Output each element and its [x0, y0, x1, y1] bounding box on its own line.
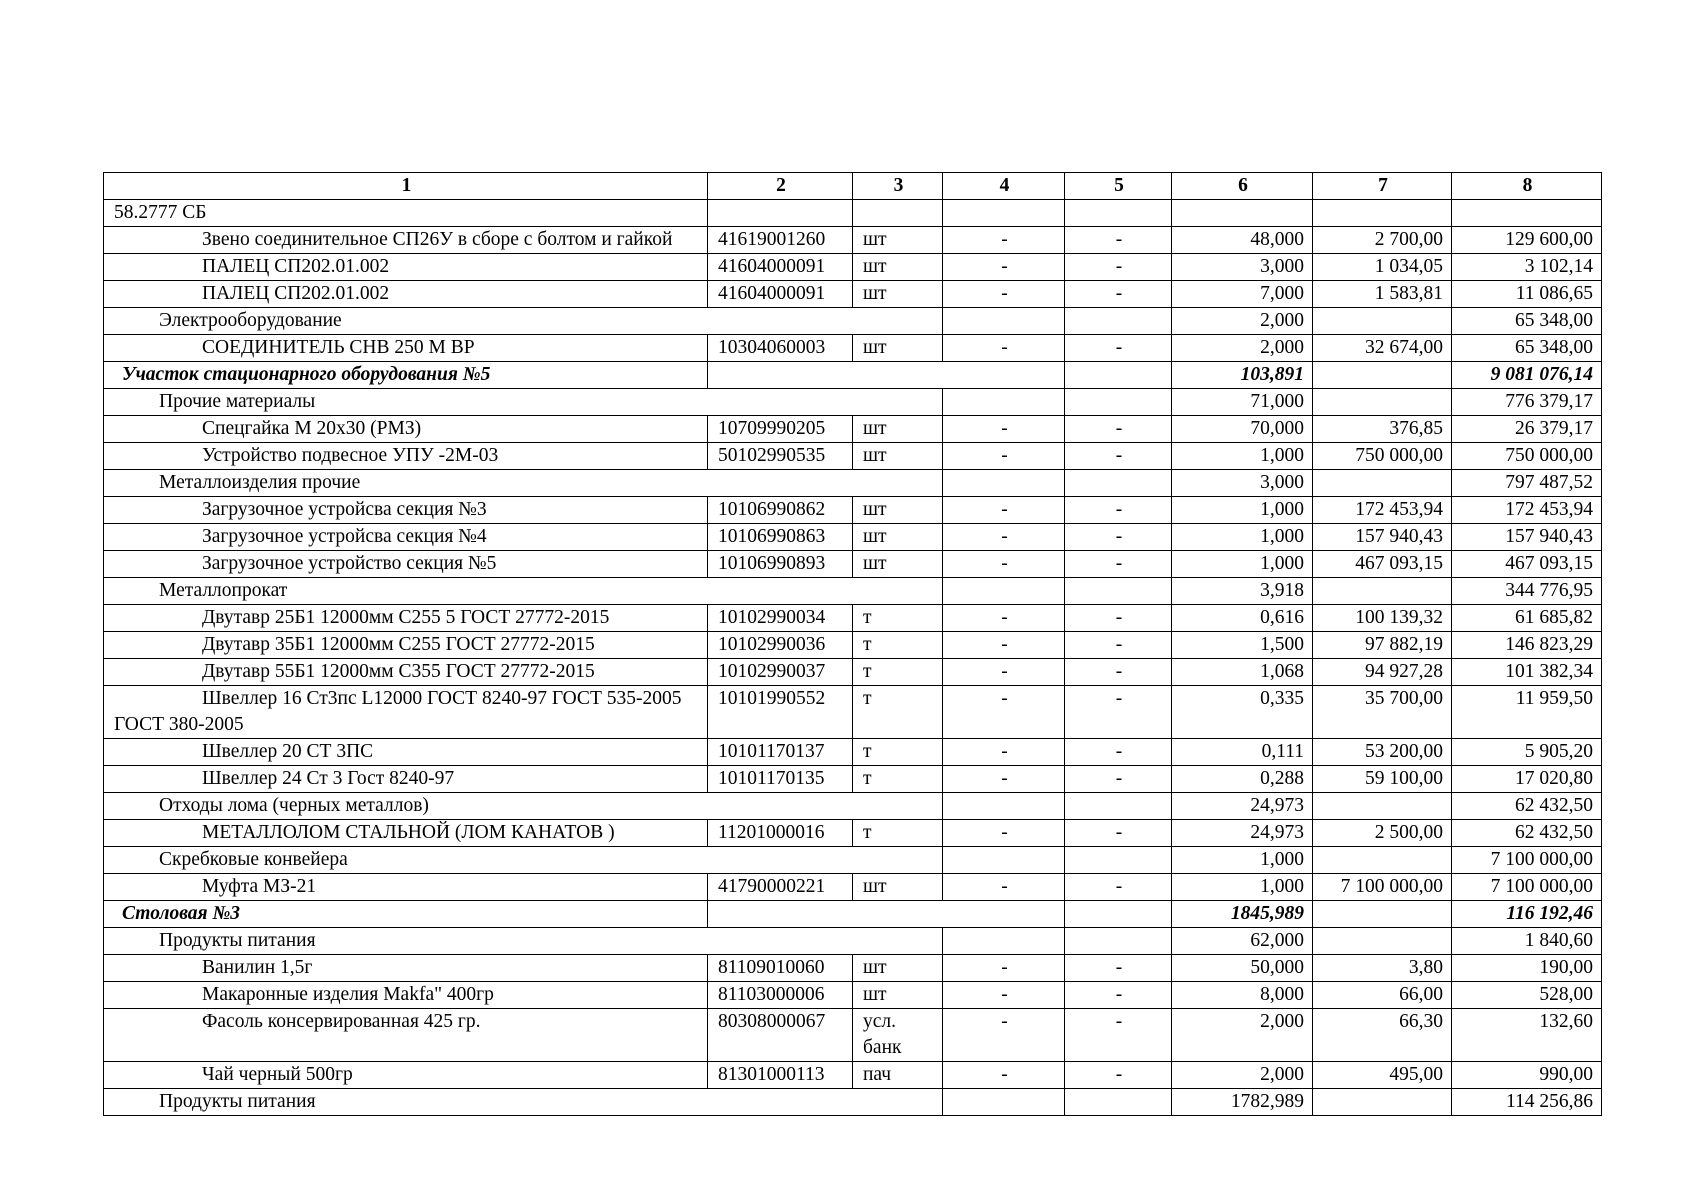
item-col5: -	[1065, 955, 1172, 982]
item-code: 10106990862	[708, 497, 853, 524]
item-row	[104, 820, 1602, 847]
item-name: Швеллер 16 Ст3пс L12000 ГОСТ 8240-97 ГОСТ 535-2005 ГОСТ 380-2005	[104, 686, 708, 739]
section-name: Участок стационарного оборудования №5	[104, 362, 708, 389]
group-blank	[1065, 200, 1172, 227]
column-header: 2	[708, 173, 853, 200]
item-row	[104, 874, 1602, 901]
item-price: 495,00	[1313, 1062, 1452, 1089]
group-blank	[1313, 389, 1452, 416]
item-code: 10709990205	[708, 416, 853, 443]
item-row	[104, 659, 1602, 686]
item-unit: т	[853, 820, 943, 847]
item-name: МЕТАЛЛОЛОМ СТАЛЬНОЙ (ЛОМ КАНАТОВ )	[104, 820, 708, 847]
group-blank	[1065, 578, 1172, 605]
item-price: 7 100 000,00	[1313, 874, 1452, 901]
item-col4: -	[943, 1009, 1065, 1062]
column-header: 1	[104, 173, 708, 200]
item-quantity: 0,335	[1172, 686, 1313, 739]
item-code: 41619001260	[708, 227, 853, 254]
item-col5: -	[1065, 632, 1172, 659]
item-unit: шт	[853, 227, 943, 254]
item-name: ПАЛЕЦ СП202.01.002	[104, 254, 708, 281]
item-amount: 132,60	[1452, 1009, 1602, 1062]
group-blank	[943, 470, 1065, 497]
item-col4: -	[943, 497, 1065, 524]
item-name: Двутавр 55Б1 12000мм С355 ГОСТ 27772-2015	[104, 659, 708, 686]
group-blank	[943, 793, 1065, 820]
item-col5: -	[1065, 335, 1172, 362]
item-row	[104, 524, 1602, 551]
item-col4: -	[943, 766, 1065, 793]
group-blank	[1313, 308, 1452, 335]
group-blank	[943, 308, 1065, 335]
group-blank	[1313, 1089, 1452, 1116]
item-unit: шт	[853, 335, 943, 362]
item-code: 10304060003	[708, 335, 853, 362]
item-col5: -	[1065, 766, 1172, 793]
item-quantity: 7,000	[1172, 281, 1313, 308]
group-row	[104, 928, 1602, 955]
item-amount: 3 102,14	[1452, 254, 1602, 281]
item-amount: 146 823,29	[1452, 632, 1602, 659]
item-code: 81109010060	[708, 955, 853, 982]
item-name: Загрузочное устройсва секция №4	[104, 524, 708, 551]
group-quantity: 71,000	[1172, 389, 1313, 416]
item-quantity: 0,616	[1172, 605, 1313, 632]
item-quantity: 2,000	[1172, 1009, 1313, 1062]
group-blank	[1065, 928, 1172, 955]
item-unit: т	[853, 605, 943, 632]
group-row	[104, 389, 1602, 416]
group-amount: 344 776,95	[1452, 578, 1602, 605]
group-name: Продукты питания	[104, 1089, 943, 1116]
section-name: Столовая №3	[104, 901, 708, 928]
item-amount: 17 020,80	[1452, 766, 1602, 793]
group-blank	[1065, 389, 1172, 416]
column-header: 3	[853, 173, 943, 200]
item-row	[104, 766, 1602, 793]
item-unit: т	[853, 632, 943, 659]
group-blank	[1313, 578, 1452, 605]
item-row	[104, 551, 1602, 578]
item-quantity: 0,288	[1172, 766, 1313, 793]
group-quantity: 62,000	[1172, 928, 1313, 955]
group-quantity: 1,000	[1172, 847, 1313, 874]
item-unit: шт	[853, 281, 943, 308]
item-col4: -	[943, 227, 1065, 254]
section-blank	[1065, 362, 1172, 389]
item-amount: 750 000,00	[1452, 443, 1602, 470]
group-blank	[1065, 308, 1172, 335]
group-amount: 62 432,50	[1452, 793, 1602, 820]
item-col5: -	[1065, 739, 1172, 766]
item-code: 81103000006	[708, 982, 853, 1009]
item-row	[104, 632, 1602, 659]
section-blank	[1313, 362, 1452, 389]
group-blank	[943, 389, 1065, 416]
group-amount: 797 487,52	[1452, 470, 1602, 497]
item-code: 10101990552	[708, 686, 853, 739]
item-price: 2 500,00	[1313, 820, 1452, 847]
group-row	[104, 847, 1602, 874]
item-amount: 26 379,17	[1452, 416, 1602, 443]
group-amount: 65 348,00	[1452, 308, 1602, 335]
item-unit: шт	[853, 524, 943, 551]
item-name: ПАЛЕЦ СП202.01.002	[104, 281, 708, 308]
group-row	[104, 578, 1602, 605]
item-name: Ванилин 1,5г	[104, 955, 708, 982]
item-amount: 157 940,43	[1452, 524, 1602, 551]
item-name: Фасоль консервированная 425 гр.	[104, 1009, 708, 1062]
section-blank	[1065, 901, 1172, 928]
item-col4: -	[943, 820, 1065, 847]
group-quantity: 1782,989	[1172, 1089, 1313, 1116]
item-code: 10106990893	[708, 551, 853, 578]
item-quantity: 48,000	[1172, 227, 1313, 254]
item-quantity: 1,000	[1172, 874, 1313, 901]
section-blank	[708, 362, 1065, 389]
item-code: 41604000091	[708, 281, 853, 308]
item-unit: т	[853, 659, 943, 686]
group-name: Прочие материалы	[104, 389, 943, 416]
item-code: 10102990037	[708, 659, 853, 686]
document-page	[103, 172, 1602, 1116]
item-price: 376,85	[1313, 416, 1452, 443]
item-quantity: 1,000	[1172, 524, 1313, 551]
group-blank	[708, 200, 853, 227]
column-header-row	[104, 173, 1602, 200]
item-unit: т	[853, 686, 943, 739]
item-col5: -	[1065, 227, 1172, 254]
section-quantity: 1845,989	[1172, 901, 1313, 928]
item-col5: -	[1065, 281, 1172, 308]
item-col4: -	[943, 281, 1065, 308]
item-code: 80308000067	[708, 1009, 853, 1062]
item-row	[104, 605, 1602, 632]
item-price: 66,00	[1313, 982, 1452, 1009]
item-unit: шт	[853, 982, 943, 1009]
group-blank	[943, 1089, 1065, 1116]
item-unit: усл. банк	[853, 1009, 943, 1062]
item-col4: -	[943, 982, 1065, 1009]
group-blank	[1313, 928, 1452, 955]
section-amount: 116 192,46	[1452, 901, 1602, 928]
item-quantity: 3,000	[1172, 254, 1313, 281]
item-name: Звено соединительное СП26У в сборе с болтом и гайкой	[104, 227, 708, 254]
group-blank	[943, 200, 1065, 227]
group-blank	[853, 200, 943, 227]
item-col4: -	[943, 551, 1065, 578]
section-amount: 9 081 076,14	[1452, 362, 1602, 389]
group-blank	[943, 578, 1065, 605]
item-col4: -	[943, 524, 1065, 551]
group-name: Электрооборудование	[104, 308, 943, 335]
item-code: 10101170137	[708, 739, 853, 766]
item-name: Двутавр 35Б1 12000мм С255 ГОСТ 27772-2015	[104, 632, 708, 659]
item-name: Макаронные изделия Makfa" 400гр	[104, 982, 708, 1009]
column-header: 8	[1452, 173, 1602, 200]
inventory-table	[103, 172, 1602, 1116]
item-quantity: 8,000	[1172, 982, 1313, 1009]
item-unit: т	[853, 739, 943, 766]
item-col5: -	[1065, 659, 1172, 686]
item-price: 750 000,00	[1313, 443, 1452, 470]
item-code: 10106990863	[708, 524, 853, 551]
item-price: 100 139,32	[1313, 605, 1452, 632]
item-col4: -	[943, 659, 1065, 686]
group-quantity: 2,000	[1172, 308, 1313, 335]
item-col4: -	[943, 632, 1065, 659]
group-amount: 114 256,86	[1452, 1089, 1602, 1116]
item-amount: 65 348,00	[1452, 335, 1602, 362]
group-blank	[1313, 470, 1452, 497]
item-price: 1 583,81	[1313, 281, 1452, 308]
item-amount: 172 453,94	[1452, 497, 1602, 524]
item-row	[104, 335, 1602, 362]
item-price: 53 200,00	[1313, 739, 1452, 766]
item-unit: т	[853, 766, 943, 793]
item-unit: шт	[853, 416, 943, 443]
item-quantity: 1,068	[1172, 659, 1313, 686]
group-quantity: 3,918	[1172, 578, 1313, 605]
item-col4: -	[943, 443, 1065, 470]
item-col5: -	[1065, 686, 1172, 739]
item-amount: 11 959,50	[1452, 686, 1602, 739]
group-row	[104, 793, 1602, 820]
item-col5: -	[1065, 1062, 1172, 1089]
section-row	[104, 901, 1602, 928]
item-col5: -	[1065, 820, 1172, 847]
item-amount: 7 100 000,00	[1452, 874, 1602, 901]
group-row	[104, 470, 1602, 497]
item-price: 94 927,28	[1313, 659, 1452, 686]
item-unit: шт	[853, 955, 943, 982]
item-unit: шт	[853, 443, 943, 470]
item-name: Загрузочное устройство секция №5	[104, 551, 708, 578]
item-row	[104, 281, 1602, 308]
item-row	[104, 443, 1602, 470]
item-amount: 5 905,20	[1452, 739, 1602, 766]
item-name: Двутавр 25Б1 12000мм С255 5 ГОСТ 27772-2015	[104, 605, 708, 632]
item-row	[104, 955, 1602, 982]
item-price: 35 700,00	[1313, 686, 1452, 739]
group-amount: 1 840,60	[1452, 928, 1602, 955]
item-row	[104, 227, 1602, 254]
group-row	[104, 308, 1602, 335]
group-blank	[1313, 793, 1452, 820]
group-quantity	[1172, 200, 1313, 227]
column-header: 6	[1172, 173, 1313, 200]
item-code: 10102990034	[708, 605, 853, 632]
item-quantity: 1,000	[1172, 497, 1313, 524]
item-col4: -	[943, 874, 1065, 901]
item-quantity: 24,973	[1172, 820, 1313, 847]
item-col5: -	[1065, 1009, 1172, 1062]
item-name: Швеллер 24 Ст 3 Гост 8240-97	[104, 766, 708, 793]
item-amount: 528,00	[1452, 982, 1602, 1009]
item-col4: -	[943, 335, 1065, 362]
group-amount: 776 379,17	[1452, 389, 1602, 416]
section-blank	[708, 901, 1065, 928]
item-row	[104, 982, 1602, 1009]
group-blank	[1313, 200, 1452, 227]
item-unit: пач	[853, 1062, 943, 1089]
item-price: 97 882,19	[1313, 632, 1452, 659]
item-price: 32 674,00	[1313, 335, 1452, 362]
item-col5: -	[1065, 497, 1172, 524]
item-col4: -	[943, 605, 1065, 632]
column-header: 5	[1065, 173, 1172, 200]
item-col4: -	[943, 254, 1065, 281]
item-code: 10101170135	[708, 766, 853, 793]
group-blank	[1065, 470, 1172, 497]
group-name: Скребковые конвейера	[104, 847, 943, 874]
item-quantity: 1,500	[1172, 632, 1313, 659]
item-col5: -	[1065, 254, 1172, 281]
section-blank	[1313, 901, 1452, 928]
item-col5: -	[1065, 443, 1172, 470]
item-row	[104, 686, 1602, 739]
item-name: Швеллер 20 СТ 3ПС	[104, 739, 708, 766]
item-col5: -	[1065, 982, 1172, 1009]
item-amount: 101 382,34	[1452, 659, 1602, 686]
item-code: 41790000221	[708, 874, 853, 901]
item-col4: -	[943, 1062, 1065, 1089]
item-amount: 467 093,15	[1452, 551, 1602, 578]
item-quantity: 2,000	[1172, 1062, 1313, 1089]
group-blank	[943, 928, 1065, 955]
item-col5: -	[1065, 874, 1172, 901]
group-blank	[1313, 847, 1452, 874]
item-col4: -	[943, 739, 1065, 766]
item-row	[104, 1062, 1602, 1089]
item-unit: шт	[853, 874, 943, 901]
item-unit: шт	[853, 254, 943, 281]
item-row	[104, 739, 1602, 766]
item-row	[104, 416, 1602, 443]
item-amount: 129 600,00	[1452, 227, 1602, 254]
group-name: Металлоизделия прочие	[104, 470, 943, 497]
item-price: 3,80	[1313, 955, 1452, 982]
item-code: 41604000091	[708, 254, 853, 281]
item-price: 2 700,00	[1313, 227, 1452, 254]
group-row	[104, 200, 1602, 227]
item-code: 81301000113	[708, 1062, 853, 1089]
item-name: Чай черный 500гр	[104, 1062, 708, 1089]
item-price: 59 100,00	[1313, 766, 1452, 793]
item-col4: -	[943, 955, 1065, 982]
item-col5: -	[1065, 551, 1172, 578]
item-col5: -	[1065, 605, 1172, 632]
item-price: 467 093,15	[1313, 551, 1452, 578]
item-name: Загрузочное устройсва секция №3	[104, 497, 708, 524]
item-col4: -	[943, 416, 1065, 443]
item-name: Устройство подвесное УПУ -2М-03	[104, 443, 708, 470]
item-amount: 61 685,82	[1452, 605, 1602, 632]
group-blank	[1065, 1089, 1172, 1116]
item-amount: 190,00	[1452, 955, 1602, 982]
column-header: 4	[943, 173, 1065, 200]
item-row	[104, 1009, 1602, 1062]
group-quantity: 3,000	[1172, 470, 1313, 497]
item-name: Спецгайка М 20х30 (РМЗ)	[104, 416, 708, 443]
item-col4: -	[943, 686, 1065, 739]
item-code: 10102990036	[708, 632, 853, 659]
group-name: Металлопрокат	[104, 578, 943, 605]
item-code: 50102990535	[708, 443, 853, 470]
item-quantity: 70,000	[1172, 416, 1313, 443]
item-quantity: 2,000	[1172, 335, 1313, 362]
item-unit: шт	[853, 551, 943, 578]
item-row	[104, 497, 1602, 524]
group-blank	[943, 847, 1065, 874]
group-amount: 7 100 000,00	[1452, 847, 1602, 874]
item-amount: 990,00	[1452, 1062, 1602, 1089]
item-col5: -	[1065, 524, 1172, 551]
group-blank	[1065, 793, 1172, 820]
item-quantity: 0,111	[1172, 739, 1313, 766]
item-price: 66,30	[1313, 1009, 1452, 1062]
section-quantity: 103,891	[1172, 362, 1313, 389]
item-row	[104, 254, 1602, 281]
group-name: 58.2777 СБ	[104, 200, 708, 227]
column-header: 7	[1313, 173, 1452, 200]
item-quantity: 50,000	[1172, 955, 1313, 982]
item-col5: -	[1065, 416, 1172, 443]
item-code: 11201000016	[708, 820, 853, 847]
item-price: 172 453,94	[1313, 497, 1452, 524]
item-quantity: 1,000	[1172, 443, 1313, 470]
section-row	[104, 362, 1602, 389]
group-row	[104, 1089, 1602, 1116]
group-name: Отходы лома (черных металлов)	[104, 793, 943, 820]
group-quantity: 24,973	[1172, 793, 1313, 820]
item-name: Муфта МЗ-21	[104, 874, 708, 901]
item-amount: 62 432,50	[1452, 820, 1602, 847]
item-unit: шт	[853, 497, 943, 524]
item-amount: 11 086,65	[1452, 281, 1602, 308]
item-price: 1 034,05	[1313, 254, 1452, 281]
group-blank	[1065, 847, 1172, 874]
item-name: СОЕДИНИТЕЛЬ СНВ 250 М ВР	[104, 335, 708, 362]
item-price: 157 940,43	[1313, 524, 1452, 551]
item-quantity: 1,000	[1172, 551, 1313, 578]
group-name: Продукты питания	[104, 928, 943, 955]
group-amount	[1452, 200, 1602, 227]
